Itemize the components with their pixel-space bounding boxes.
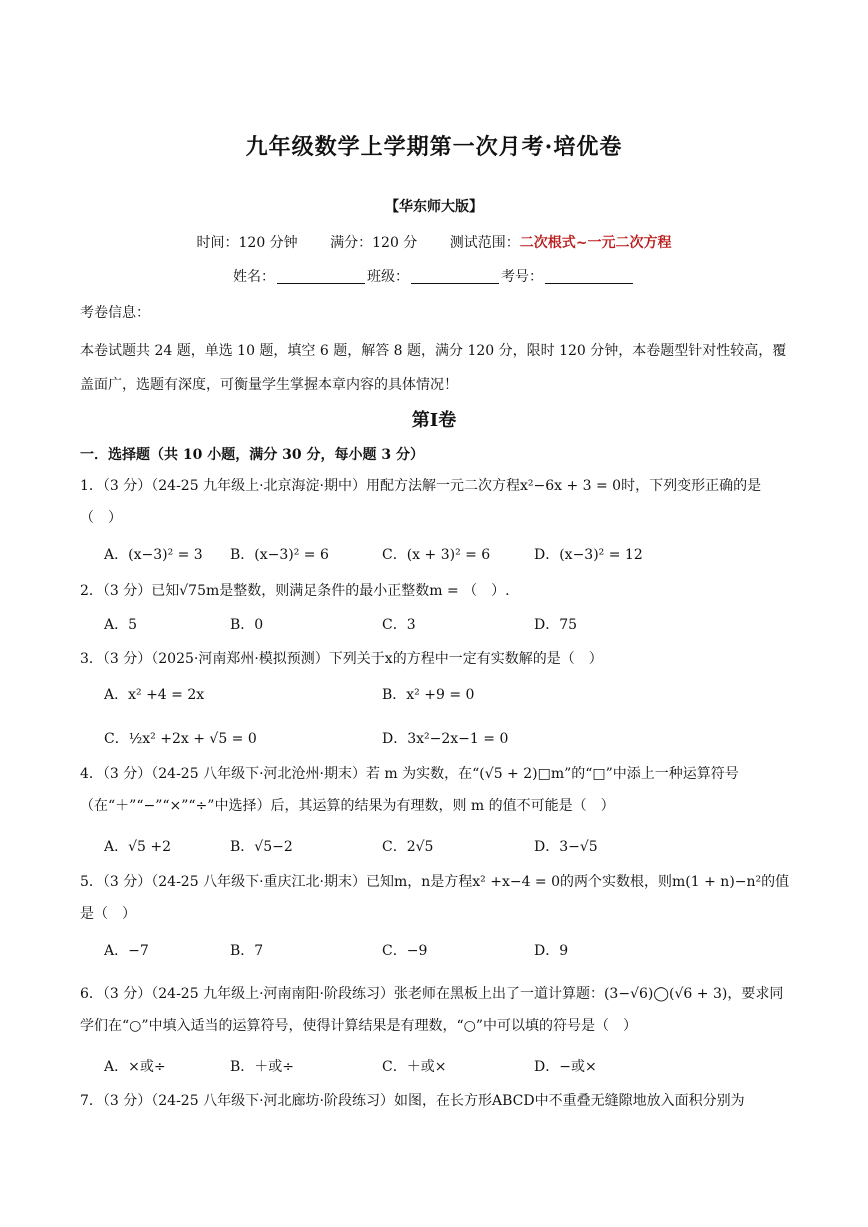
section-title: 第Ⅰ卷 (411, 410, 457, 431)
full-score: 满分：120 分 (330, 235, 418, 251)
name-blank[interactable] (277, 269, 365, 284)
exam-info-heading: 考卷信息： (80, 305, 150, 321)
student-info-line (0, 266, 868, 286)
q1-option-c[interactable]: C．(x + 3)² = 6 (382, 547, 491, 563)
q4-option-c[interactable]: C．2√5 (382, 839, 434, 855)
class-blank[interactable] (411, 269, 499, 284)
name-label: 姓名： (233, 269, 275, 285)
question-5-stem: 5．（3 分）（24-25 八年级下·重庆江北·期末）已知m，n是方程x² +x−4 = 0的两个实数根，则m(1 + n)−n²的值是（ ） (80, 874, 790, 922)
q6-option-a[interactable]: A．×或÷ (104, 1059, 166, 1075)
q3-option-c[interactable]: C．½x² +2x + √5 = 0 (104, 731, 257, 747)
q6-option-c[interactable]: C．＋或× (382, 1059, 447, 1075)
q2-option-d[interactable]: D．75 (534, 617, 578, 633)
class-label: 班级： (367, 269, 409, 285)
range-label: 测试范围： (449, 235, 520, 251)
range-value: 二次根式~一元二次方程 (519, 235, 672, 251)
q3-option-a[interactable]: A．x² +4 = 2x (104, 687, 205, 703)
q5-option-b[interactable]: B．7 (230, 943, 264, 959)
exam-meta (0, 232, 868, 252)
q6-option-b[interactable]: B．＋或÷ (230, 1059, 295, 1075)
exam-title: 九年级数学上学期第一次月考·培优卷 (245, 134, 623, 160)
question-6-stem: 6．（3 分）（24-25 九年级上·河南南阳·阶段练习）张老师在黑板上出了一道计算题：(3−√6)◯(√6 + 3)，要求同学们在“○”中填入适当的运算符号，使得计算结果是有理数，“○”中可以填的符号是（ ） (80, 986, 784, 1034)
q2-option-c[interactable]: C．3 (382, 617, 416, 633)
q2-option-a[interactable]: A．5 (104, 617, 138, 633)
exam-intro: 本卷试题共 24 题，单选 10 题，填空 6 题，解答 8 题，满分 120 分，限时 120 分钟，本卷题型针对性较高，覆盖面广，选题有深度，可衡量学生掌握本章内容的具体情况！ (80, 343, 787, 393)
question-4-stem: 4．（3 分）（24-25 八年级下·河北沧州·期末）若 m 为实数，在“(√5 + 2)□m”的“□”中添上一种运算符号（在“＋”“−”“×”“÷”中选择）后，其运算的结果为有理数，则 m 的值不可能是（ ） (80, 766, 739, 814)
q3-option-b[interactable]: B．x² +9 = 0 (382, 687, 475, 703)
part-heading: 一．选择题（共 10 小题，满分 30 分，每小题 3 分） (80, 447, 424, 463)
q4-option-b[interactable]: B．√5−2 (230, 839, 293, 855)
q5-option-d[interactable]: D．9 (534, 943, 569, 959)
question-3-stem: 3．（3 分）（2025·河南郑州·模拟预测）下列关于x的方程中一定有实数解的是（ ） (80, 651, 603, 667)
q3-option-d[interactable]: D．3x²−2x−1 = 0 (382, 731, 509, 747)
q1-option-d[interactable]: D．(x−3)² = 12 (534, 547, 643, 563)
q1-option-b[interactable]: B．(x−3)² = 6 (230, 547, 329, 563)
time-limit: 时间：120 分钟 (196, 235, 298, 251)
question-1-stem: 1．（3 分）（24-25 九年级上·北京海淀·期中）用配方法解一元二次方程x²−6x + 3 = 0时，下列变形正确的是（ ） (80, 478, 762, 526)
number-label: 考号： (501, 269, 543, 285)
test-range (450, 235, 672, 251)
edition-label: 【华东师大版】 (385, 199, 483, 215)
q4-option-a[interactable]: A．√5 +2 (104, 839, 172, 855)
question-7-stem: 7．（3 分）（24-25 八年级下·河北廊坊·阶段练习）如图，在长方形ABCD中不重叠无缝隙地放入面积分别为 (80, 1093, 745, 1109)
q5-option-a[interactable]: A．−7 (104, 943, 149, 959)
q2-option-b[interactable]: B．0 (230, 617, 264, 633)
q4-option-d[interactable]: D．3−√5 (534, 839, 598, 855)
q6-option-d[interactable]: D．−或× (534, 1059, 597, 1075)
q5-option-c[interactable]: C．−9 (382, 943, 428, 959)
question-2-stem: 2．（3 分）已知√75m是整数，则满足条件的最小正整数m = （ ）. (80, 583, 510, 599)
q1-option-a[interactable]: A．(x−3)² = 3 (104, 547, 203, 563)
number-blank[interactable] (545, 269, 633, 284)
